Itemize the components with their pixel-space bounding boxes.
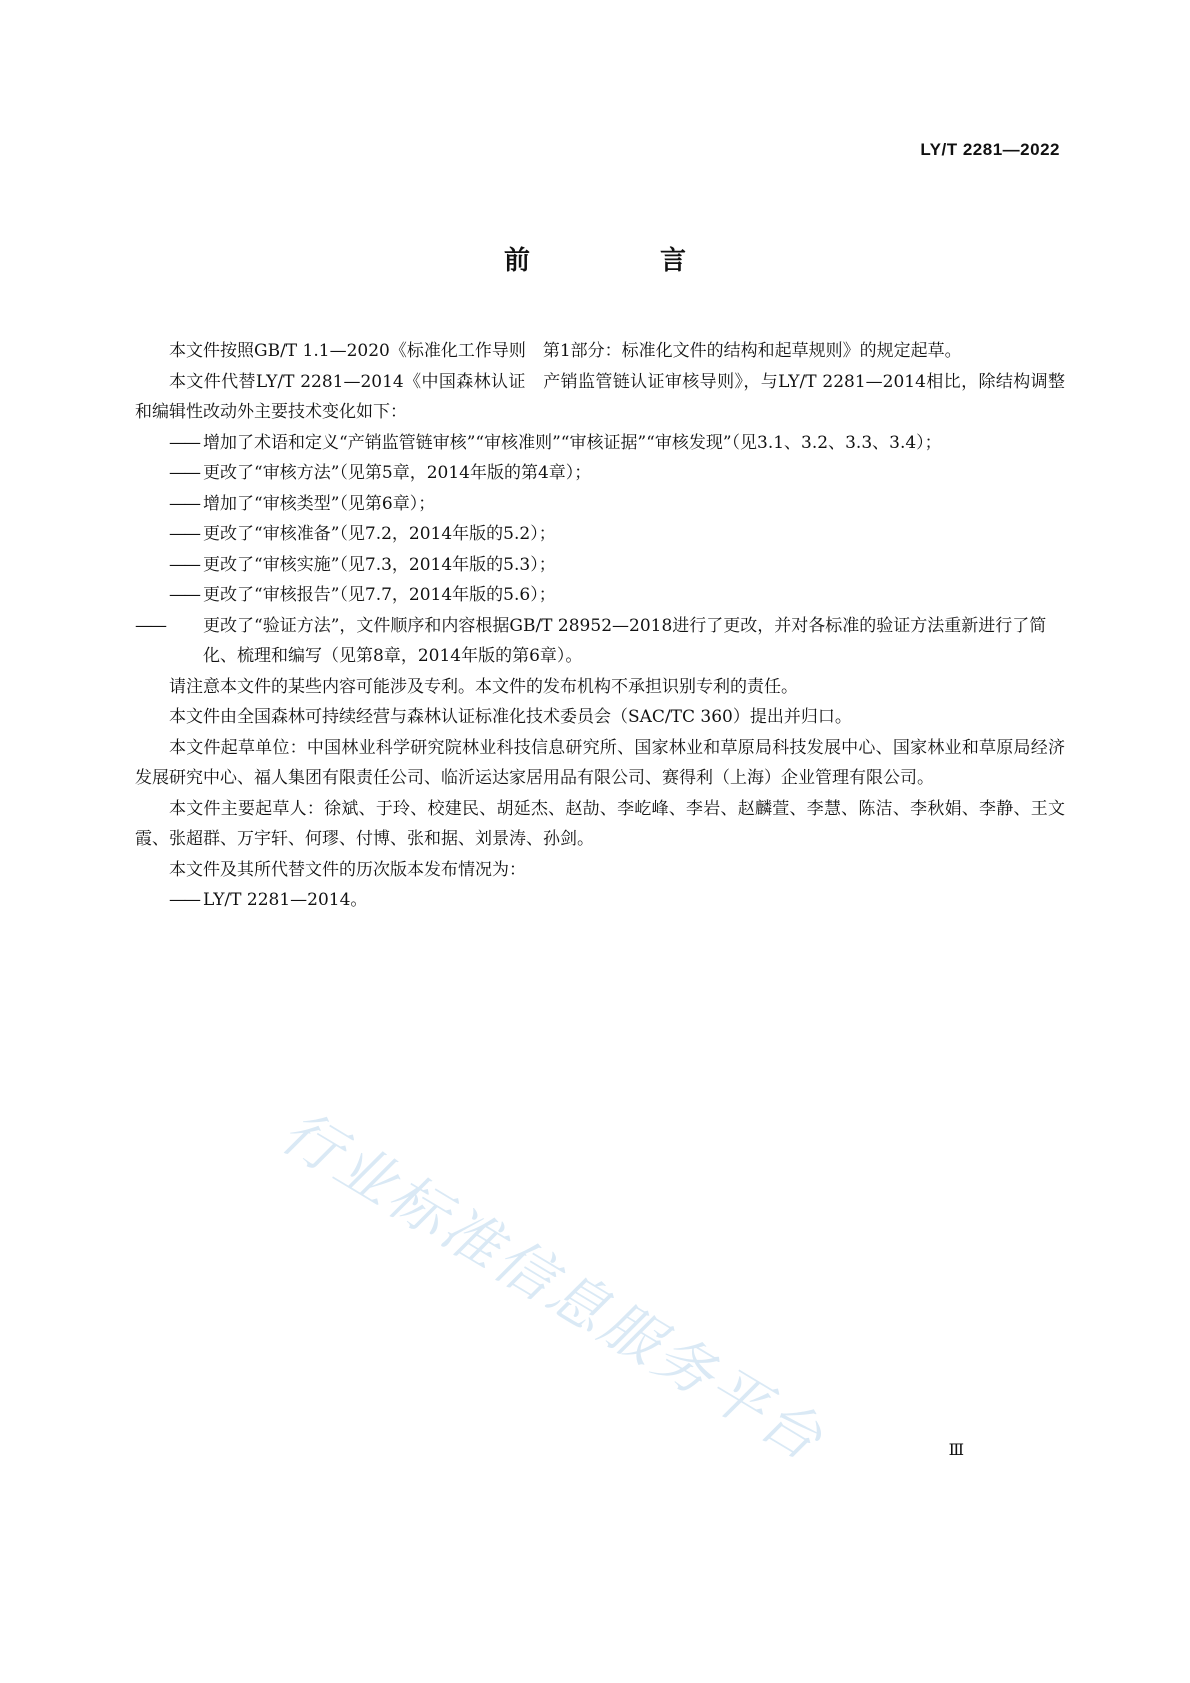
change-item-text: 增加了术语和定义“产销监管链审核”“审核准则”“审核证据”“审核发现”（见3.1、3.2、3.3、3.4）；: [203, 432, 942, 453]
change-item: [135, 519, 1065, 550]
paragraph-version-history: 本文件及其所代替文件的历次版本发布情况为：: [169, 859, 526, 880]
change-item: [135, 550, 1065, 581]
change-item-text: 更改了“审核报告”（见7.7，2014年版的5.6）；: [203, 585, 556, 605]
preface-body: [135, 336, 1065, 916]
dash-mark: ——: [169, 524, 199, 544]
dash-mark: ——: [169, 585, 199, 605]
history-item-text: LY/T 2281—2014。: [203, 890, 368, 910]
paragraph-drafters: 本文件主要起草人：徐斌、于玲、校建民、胡延杰、赵劼、李屹峰、李岩、赵麟萱、李慧、陈洁、李秋娟、李静、王文霞、张超群、万宇轩、何璆、付博、张和据、刘景涛、孙剑。: [135, 798, 1065, 849]
page-number: Ⅲ: [948, 1440, 964, 1459]
dash-mark: ——: [169, 463, 199, 483]
change-item: [135, 580, 1065, 611]
dash-mark: ——: [169, 554, 199, 575]
dash-mark: ——: [135, 615, 165, 636]
watermark: 行业标准信息服务平台: [269, 1097, 837, 1475]
change-item-text: 更改了“审核实施”（见7.3，2014年版的5.3）；: [203, 554, 556, 575]
change-item-text: 更改了“审核方法”（见第5章，2014年版的第4章）；: [203, 463, 592, 483]
change-item-text: 增加了“审核类型”（见第6章）；: [203, 493, 436, 514]
change-item: [135, 428, 1065, 459]
change-item-text: 更改了“审核准备”（见7.2，2014年版的5.2）；: [203, 524, 556, 544]
paragraph-replacement: 本文件代替LY/T 2281—2014《中国森林认证 产销监管链认证审核导则》，与LY/T 2281—2014相比，除结构调整和编辑性改动外主要技术变化如下：: [135, 371, 1065, 422]
page-title: 前 言: [503, 246, 738, 276]
dash-mark: ——: [169, 493, 199, 514]
paragraph-drafting-basis: 本文件按照GB/T 1.1—2020《标准化工作导则 第1部分：标准化文件的结构和起草规则》的规定起草。: [169, 341, 962, 361]
paragraph-proposer: 本文件由全国森林可持续经营与森林认证标准化技术委员会（SAC/TC 360）提出并归口。: [169, 707, 852, 727]
dash-mark: ——: [169, 890, 199, 910]
change-item-text: 更改了“验证方法”，文件顺序和内容根据GB/T 28952—2018进行了更改，并对各标准的验证方法重新进行了简化、梳理和编写（见第8章，2014年版的第6章）。: [203, 615, 1047, 666]
change-item: [135, 458, 1065, 489]
standard-code: LY/T 2281—2022: [920, 140, 1060, 159]
dash-mark: ——: [169, 432, 199, 453]
paragraph-drafting-units: 本文件起草单位：中国林业科学研究院林业科技信息研究所、国家林业和草原局科技发展中心、国家林业和草原局经济发展研究中心、福人集团有限责任公司、临沂运达家居用品有限公司、赛得利（上海）企业管理有限公司。: [135, 737, 1065, 788]
change-item: [135, 611, 1065, 672]
paragraph-patent-notice: 请注意本文件的某些内容可能涉及专利。本文件的发布机构不承担识别专利的责任。: [169, 676, 798, 697]
change-item: [135, 489, 1065, 520]
history-item: [135, 885, 1065, 916]
